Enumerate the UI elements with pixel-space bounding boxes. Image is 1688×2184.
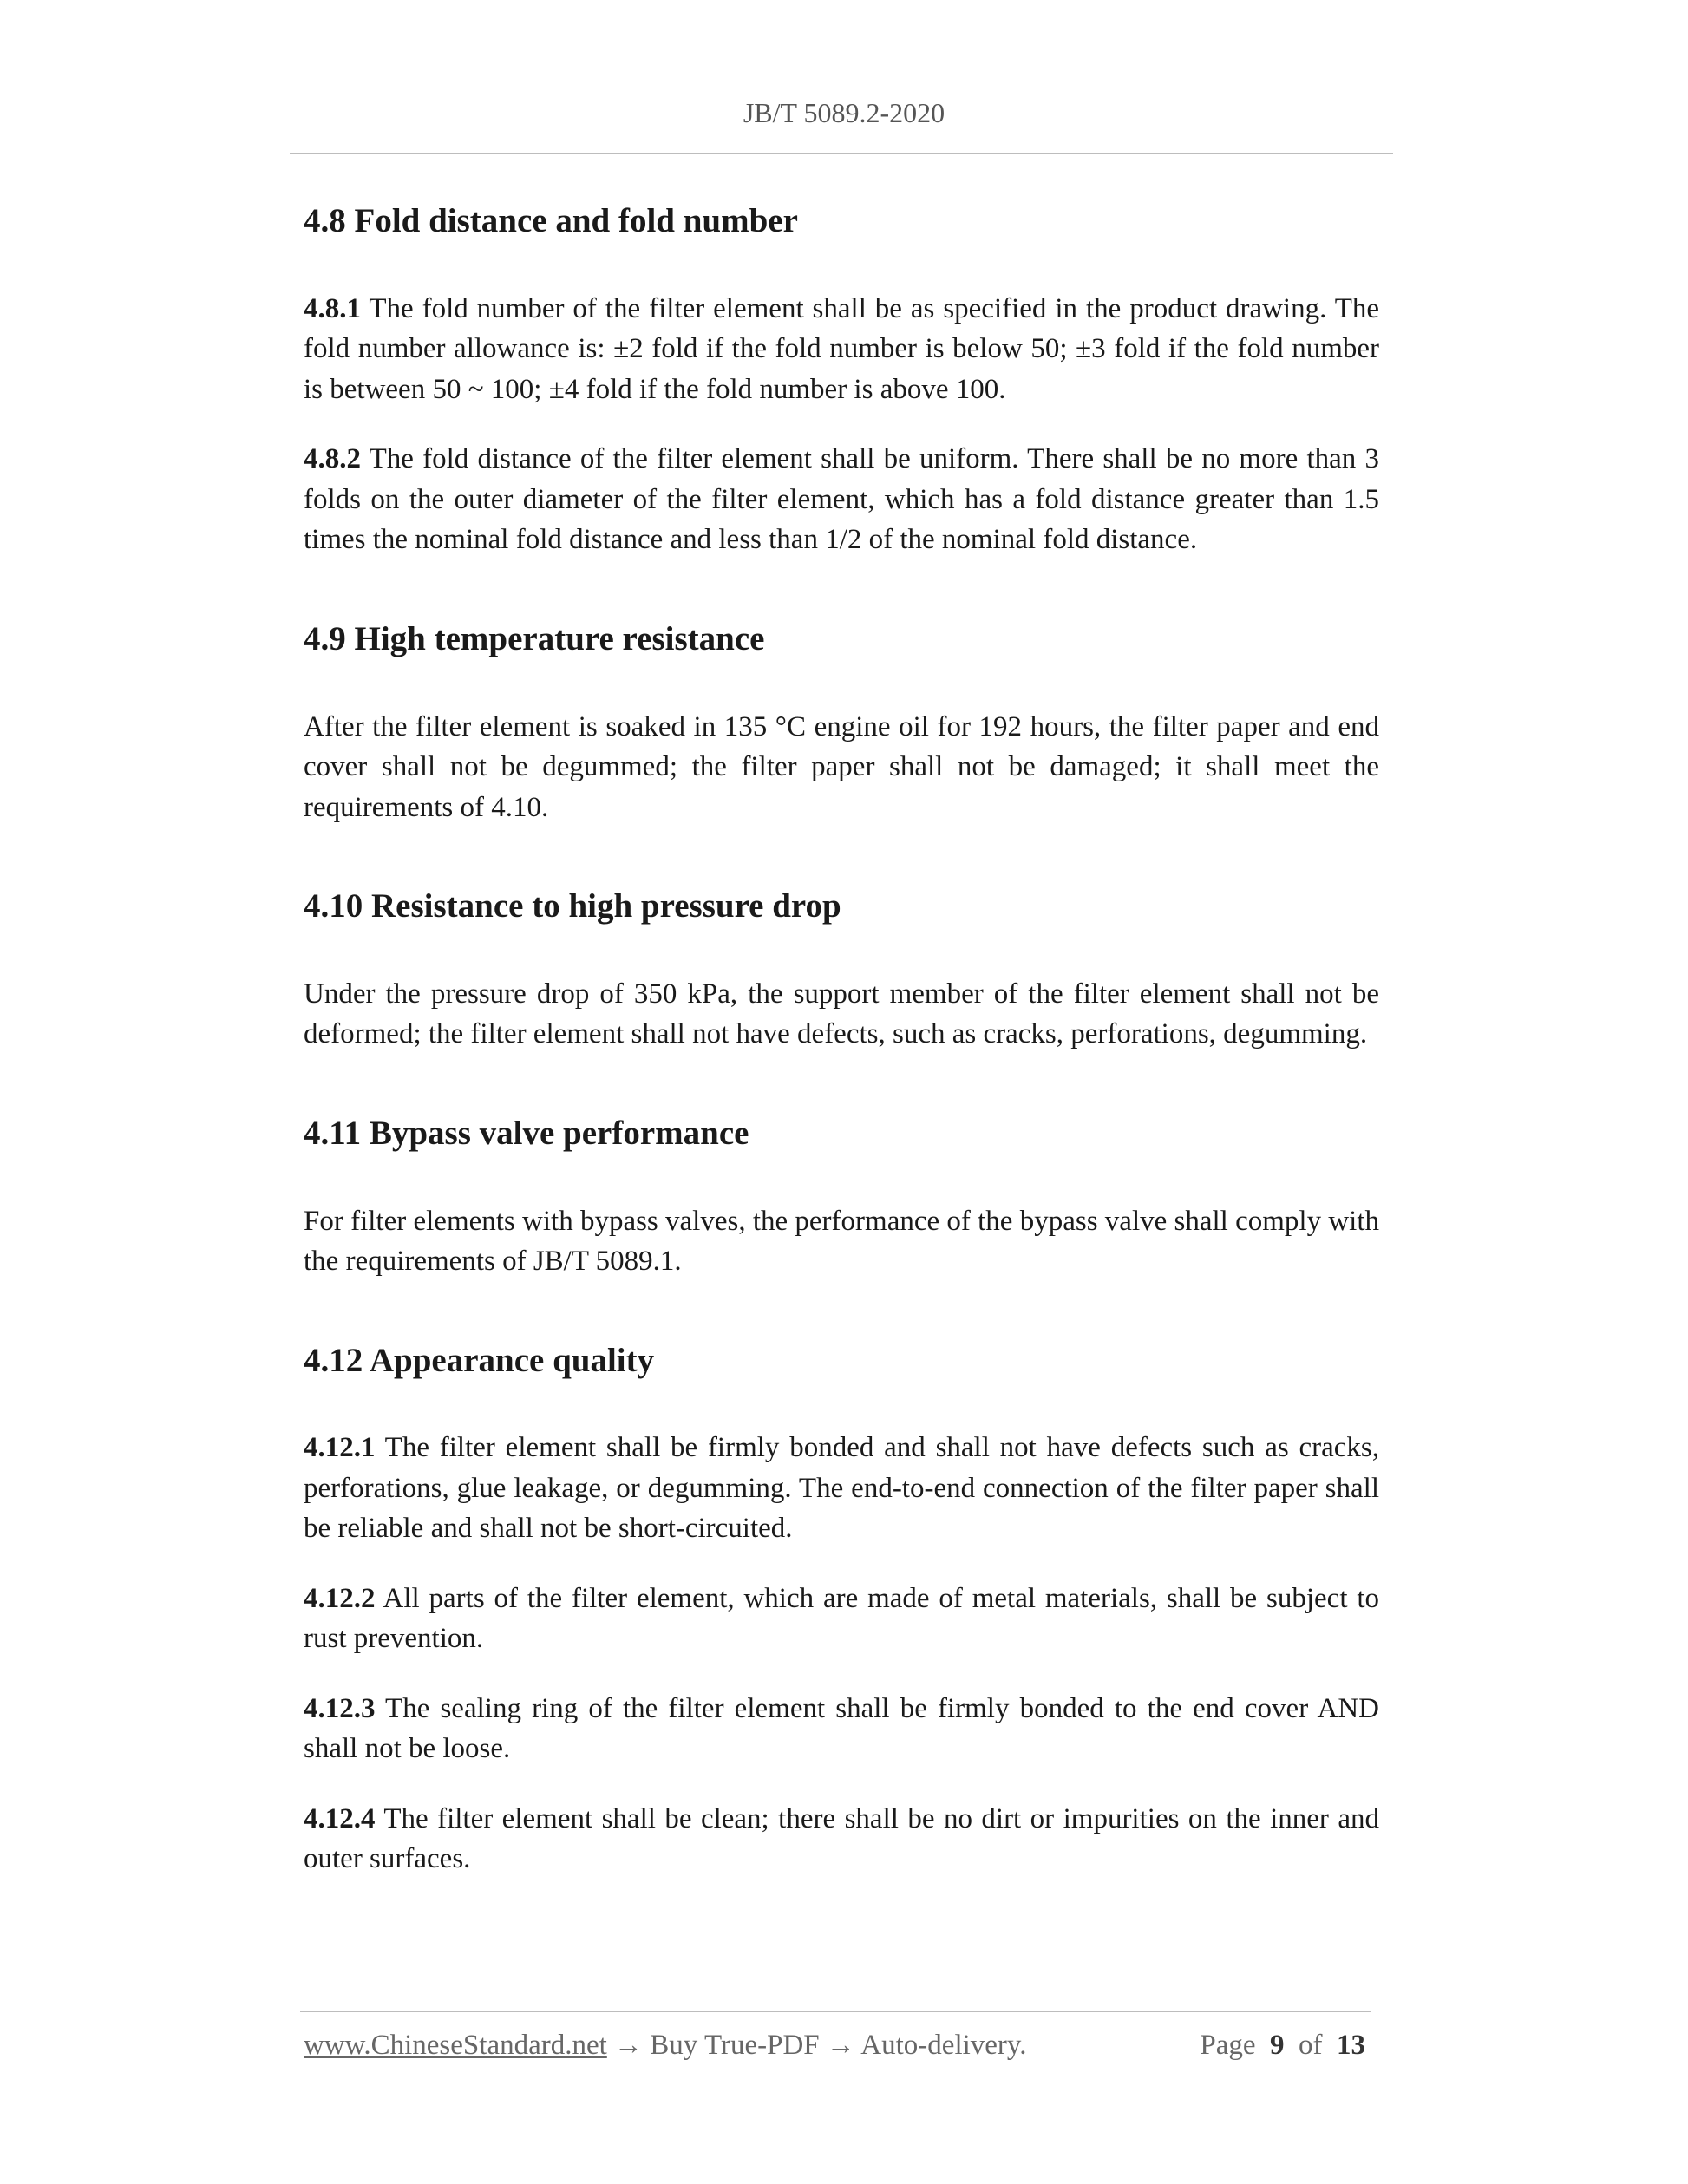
clause-text: The fold distance of the filter element shall be uniform. There shall be no more than 3 folds on the outer diameter of the filter element, which has a fold distance greater than 1.5 times the nominal fold distance and less than 1/2 of the nominal fold distance. — [304, 443, 1379, 556]
clause-4-8-2 — [304, 439, 1379, 560]
website-link[interactable]: www.ChineseStandard.net — [304, 2030, 607, 2061]
page-total: 13 — [1337, 2030, 1365, 2061]
page-header-doc-code: JB/T 5089.2-2020 — [743, 97, 945, 128]
section-4-11-title: 4.11 Bypass valve performance — [304, 1114, 749, 1152]
clause-text: The filter element shall be clean; there shall be no dirt or impurities on the inner and outer surfaces. — [304, 1802, 1379, 1875]
clause-text: The filter element shall be firmly bonded and shall not have defects such as cracks, perforations, glue leakage, or degumming. The end-to-end connection of the filter paper shall be reliable and shall not be short-circuited. — [304, 1432, 1379, 1545]
clause-4-8-1 — [304, 289, 1379, 410]
footer-promo-text: → Buy True-PDF → Auto-delivery. — [606, 2030, 1027, 2061]
section-4-8-title: 4.8 Fold distance and fold number — [304, 202, 798, 239]
section-4-9-text: After the filter element is soaked in 135 °C engine oil for 192 hours, the filter paper and end cover shall not be degummed; the filter paper shall not be damaged; it shall meet the requirements of 4.10. — [304, 710, 1379, 823]
document-body — [304, 201, 1379, 1880]
footer-promo — [304, 2030, 1027, 2062]
section-4-10-text: Under the pressure drop of 350 kPa, the support member of the filter element shall not be deformed; the filter element shall not have defects, such as cracks, perforations, degumming. — [304, 978, 1379, 1050]
clause-4-12-1 — [304, 1428, 1379, 1549]
clause-number: 4.12.2 — [304, 1582, 376, 1614]
clause-4-12-4 — [304, 1799, 1379, 1880]
clause-4-12-3 — [304, 1689, 1379, 1769]
clause-number: 4.8.1 — [304, 292, 361, 324]
footer-divider — [300, 2011, 1371, 2012]
clause-number: 4.12.3 — [304, 1692, 376, 1724]
clause-4-12-2 — [304, 1579, 1379, 1659]
clause-text: The sealing ring of the filter element shall be firmly bonded to the end cover AND shall not be loose. — [304, 1692, 1379, 1765]
clause-number: 4.12.4 — [304, 1802, 376, 1834]
section-4-11-text: For filter elements with bypass valves, the performance of the bypass valve shall comply with the requirements of JB/T 5089.1. — [304, 1205, 1379, 1278]
of-label: of — [1299, 2030, 1323, 2061]
page-indicator — [1200, 2030, 1365, 2062]
clause-text: The fold number of the filter element shall be as specified in the product drawing. The fold number allowance is: ±2 fold if the fold number is below 50; ±3 fold if the fold number is between 50 ~ 100; ±4 fold if the fold number is above 100. — [304, 292, 1379, 405]
clause-text: All parts of the filter element, which are made of metal materials, shall be subject to rust prevention. — [304, 1582, 1379, 1655]
section-4-10-title: 4.10 Resistance to high pressure drop — [304, 887, 841, 925]
page-current: 9 — [1270, 2030, 1285, 2061]
clause-number: 4.8.2 — [304, 443, 361, 475]
page-label: Page — [1200, 2030, 1256, 2061]
section-4-9-title: 4.9 High temperature resistance — [304, 619, 765, 657]
header-divider — [290, 153, 1393, 154]
clause-number: 4.12.1 — [304, 1432, 376, 1464]
section-4-12-title: 4.12 Appearance quality — [304, 1341, 655, 1379]
